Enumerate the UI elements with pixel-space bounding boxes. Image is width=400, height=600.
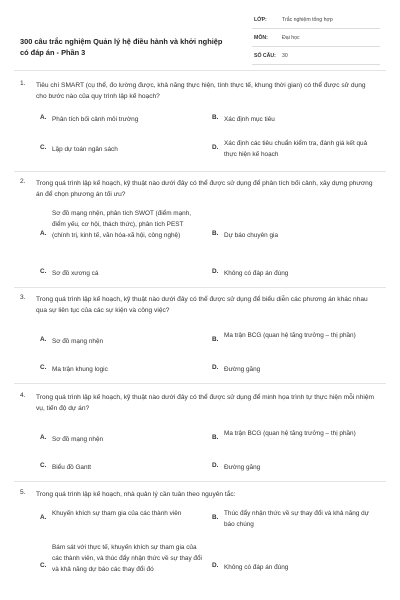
- option-text: Biểu đồ Gantt: [52, 464, 92, 471]
- option-letter: C.: [40, 364, 47, 371]
- option-text: Sơ đồ xương cá: [52, 270, 99, 277]
- meta-row-count: [252, 50, 380, 65]
- question-text: Trong quá trình lập kế hoạch, nhà quản lý cần tuân theo nguyên tắc:: [36, 491, 236, 498]
- question-text: Tiêu chí SMART (cụ thể, đo lường được, khả năng thực hiện, tính thực tế, khung thời gian) có thể được sử dụng cho bước nào của quy trình lập kế hoạch?: [36, 82, 366, 100]
- option-text: Ma trận BCG (quan hệ tăng trưởng – thị phần): [224, 332, 356, 339]
- option-text: Ma trận BCG (quan hệ tăng trưởng – thị phần): [224, 430, 356, 437]
- option-text: Khuyến khích sự tham gia của các thành viên: [52, 510, 182, 517]
- option-letter: A.: [40, 336, 47, 343]
- option-text: Sơ đồ mạng nhện: [52, 338, 104, 345]
- question-number: 5.: [20, 489, 26, 496]
- option-letter: B.: [212, 434, 219, 441]
- option-letter: D.: [212, 268, 219, 275]
- option-text: Đường găng: [224, 464, 261, 471]
- question-number: 4.: [20, 392, 26, 399]
- meta-row-class: [252, 14, 380, 29]
- meta-label-count: SỐ CÂU:: [254, 53, 276, 59]
- option-text: Lập dự toán ngân sách: [52, 146, 118, 153]
- option-text: Không có đáp án đúng: [224, 564, 289, 571]
- option-letter: C.: [40, 562, 47, 569]
- question-number: 2.: [20, 178, 26, 185]
- option-text: Đường găng: [224, 366, 261, 373]
- option-letter: A.: [40, 230, 47, 237]
- meta-label-class: LỚP:: [254, 17, 267, 23]
- option-text: Thúc đẩy nhận thức về sự thay đổi và khả năng dự báo chúng: [224, 510, 369, 528]
- question-number: 3.: [20, 294, 26, 301]
- option-letter: C.: [40, 462, 47, 469]
- option-letter: D.: [212, 364, 219, 371]
- option-text: Phân tích bối cảnh môi trường: [52, 116, 139, 123]
- option-text: Sơ đồ mạng nhện, phân tích SWOT (điểm mạnh, điểm yếu, cơ hội, thách thức), phân tích PEST (chính trị, kinh tế, văn hóa-xã hội, công nghệ): [52, 210, 192, 239]
- option-text: Không có đáp án đúng: [224, 270, 289, 277]
- option-letter: D.: [212, 562, 219, 569]
- question-divider: [14, 383, 386, 384]
- option-text: Sơ đồ mạng nhện: [52, 436, 104, 443]
- meta-panel: [252, 14, 380, 68]
- question-text: Trong quá trình lập kế hoạch, kỹ thuật nào dưới đây có thể được sử dụng để phân tích bối cảnh, xây dựng phương án để chọn phương án tối ưu?: [36, 180, 373, 198]
- question-text: Trong quá trình lập kế hoạch, kỹ thuật nào dưới đây có thể được sử dụng để biểu diễn các phương án khác nhau qua sự liên tục của các sự kiện và công việc?: [36, 296, 368, 314]
- option-letter: B.: [212, 336, 219, 343]
- header-divider: [14, 70, 386, 71]
- option-letter: C.: [40, 144, 47, 151]
- option-letter: D.: [212, 144, 219, 151]
- meta-value-class: Trắc nghiệm tổng hợp: [282, 17, 333, 23]
- option-text: Dự báo chuyên gia: [224, 232, 279, 239]
- option-text: Ma trận khung logic: [52, 366, 108, 373]
- option-text: Xác định mục tiêu: [224, 116, 275, 123]
- option-letter: B.: [212, 230, 219, 237]
- question-divider: [14, 287, 386, 288]
- option-text: Bám sát với thực tế, khuyến khích sự tham gia của các thành viên, và thúc đẩy nhận thức về sự thay đổi và khả năng dự báo các thay đổi đó: [52, 544, 202, 573]
- option-letter: A.: [40, 114, 47, 121]
- meta-value-subject: Đại học: [282, 35, 300, 41]
- option-letter: B.: [212, 514, 219, 521]
- option-text: Xác định các tiêu chuẩn kiểm tra, đánh giá kết quả thực hiện kế hoạch: [224, 140, 368, 158]
- option-letter: C.: [40, 268, 47, 275]
- meta-value-count: 30: [282, 53, 288, 59]
- meta-label-subject: MÔN:: [254, 35, 268, 41]
- question-number: 1.: [20, 80, 26, 87]
- option-letter: B.: [212, 114, 219, 121]
- question-divider: [14, 171, 386, 172]
- question-text: Trong quá trình lập kế hoạch, kỹ thuật nào dưới đây có thể được sử dụng để minh họa trình tự thực hiện mỗi nhiệm vụ, tiến độ dự án?: [36, 394, 375, 412]
- option-letter: A.: [40, 434, 47, 441]
- option-letter: D.: [212, 462, 219, 469]
- meta-row-subject: [252, 32, 380, 47]
- option-letter: A.: [40, 514, 47, 521]
- question-divider: [14, 481, 386, 482]
- document-title: 300 câu trắc nghiệm Quản lý hệ điều hành và khởi nghiệp có đáp án - Phần 3: [20, 37, 223, 57]
